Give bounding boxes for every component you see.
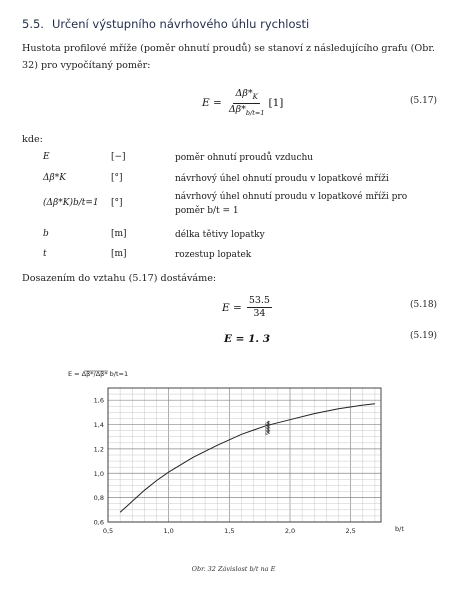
eq2-numerator: 53.5 [248, 295, 270, 306]
eq1-numerator-sub: K [252, 92, 258, 101]
section-number: 5.5. [22, 17, 44, 31]
def-desc-E: poměr ohnutí proudů vzduchu [175, 153, 314, 163]
eq1-denominator: Δβ* [228, 103, 246, 115]
x-axis-label: b/t [395, 525, 404, 533]
x-tick-label: 1,5 [224, 527, 235, 535]
def-unit-b: [m] [111, 229, 127, 239]
def-desc-dbeta-bt1: návrhový úhel ohnutí proudu v lopatkové mříži pro poměr b/t = 1 [175, 192, 408, 216]
eq2-number: (5.18) [410, 300, 438, 310]
def-unit-t: [m] [111, 249, 127, 259]
y-tick-label: 1,4 [93, 421, 104, 430]
def-symbol-t: t [43, 249, 47, 259]
def-desc-dbeta: návrhový úhel ohnutí proudu v lopatkové mříži [175, 174, 389, 184]
x-tick-label: 2,5 [345, 527, 356, 535]
eq1-unit: [1] [268, 97, 284, 110]
y-tick-label: 1,2 [93, 445, 104, 454]
def-unit-dbeta: [°] [111, 173, 123, 183]
def-desc-b: délka tětivy lopatky [175, 230, 265, 240]
substitution-paragraph: Dosazením do vztahu (5.17) dostáváme: [22, 273, 217, 284]
x-tick-label: 2,0 [284, 527, 296, 535]
eq2-lhs: E = [222, 301, 242, 314]
eq1-numerator: Δβ* [235, 88, 253, 99]
equation-5-19: E = 1. 3 [224, 333, 271, 345]
section-title: Určení výstupního návrhového úhlu rychlosti [51, 17, 310, 31]
eq3-number: (5.19) [410, 331, 438, 341]
y-tick-label: 1,6 [93, 396, 104, 405]
y-axis-label: E = Δβ*/Δβ* b/t=1 [68, 370, 129, 378]
eq1-denominator-sub: b/t=1 [245, 108, 265, 117]
equation-5-17 [202, 88, 283, 119]
section-heading [22, 17, 309, 31]
eq2-denominator: 34 [253, 308, 266, 319]
eq1-lhs: E = [202, 97, 222, 110]
def-symbol-dbeta: Δβ*K [43, 173, 66, 183]
where-label: kde: [22, 134, 43, 145]
x-tick-label: 1,0 [163, 527, 174, 535]
def-symbol-E: E [43, 152, 50, 162]
eq1-number: (5.17) [410, 96, 438, 106]
figure-caption: Obr. 32 Závislost b/t na E [191, 565, 276, 573]
def-desc-t: rozestup lopatek [175, 250, 252, 260]
def-unit-dbeta-bt1: [°] [111, 198, 123, 208]
y-tick-label: 0,8 [93, 494, 104, 503]
def-unit-E: [−] [111, 152, 126, 162]
eq2-fraction [247, 295, 272, 320]
eq1-fraction [227, 88, 267, 119]
y-tick-label: 1,0 [93, 469, 104, 478]
intro-paragraph: Hustota profilové mříže (poměr ohnutí proudů) se stanoví z následujícího grafu (Obr. 32) pro vypočítaný poměr: [22, 43, 435, 71]
equation-5-18 [222, 295, 274, 320]
def-symbol-dbeta-bt1: (Δβ*K)b/t=1 [43, 198, 99, 208]
chart-figure [0, 360, 467, 560]
def-symbol-b: b [43, 229, 49, 239]
y-tick-label: 0,6 [93, 518, 104, 527]
series-line [120, 404, 375, 513]
x-tick-label: 0,5 [102, 527, 114, 535]
